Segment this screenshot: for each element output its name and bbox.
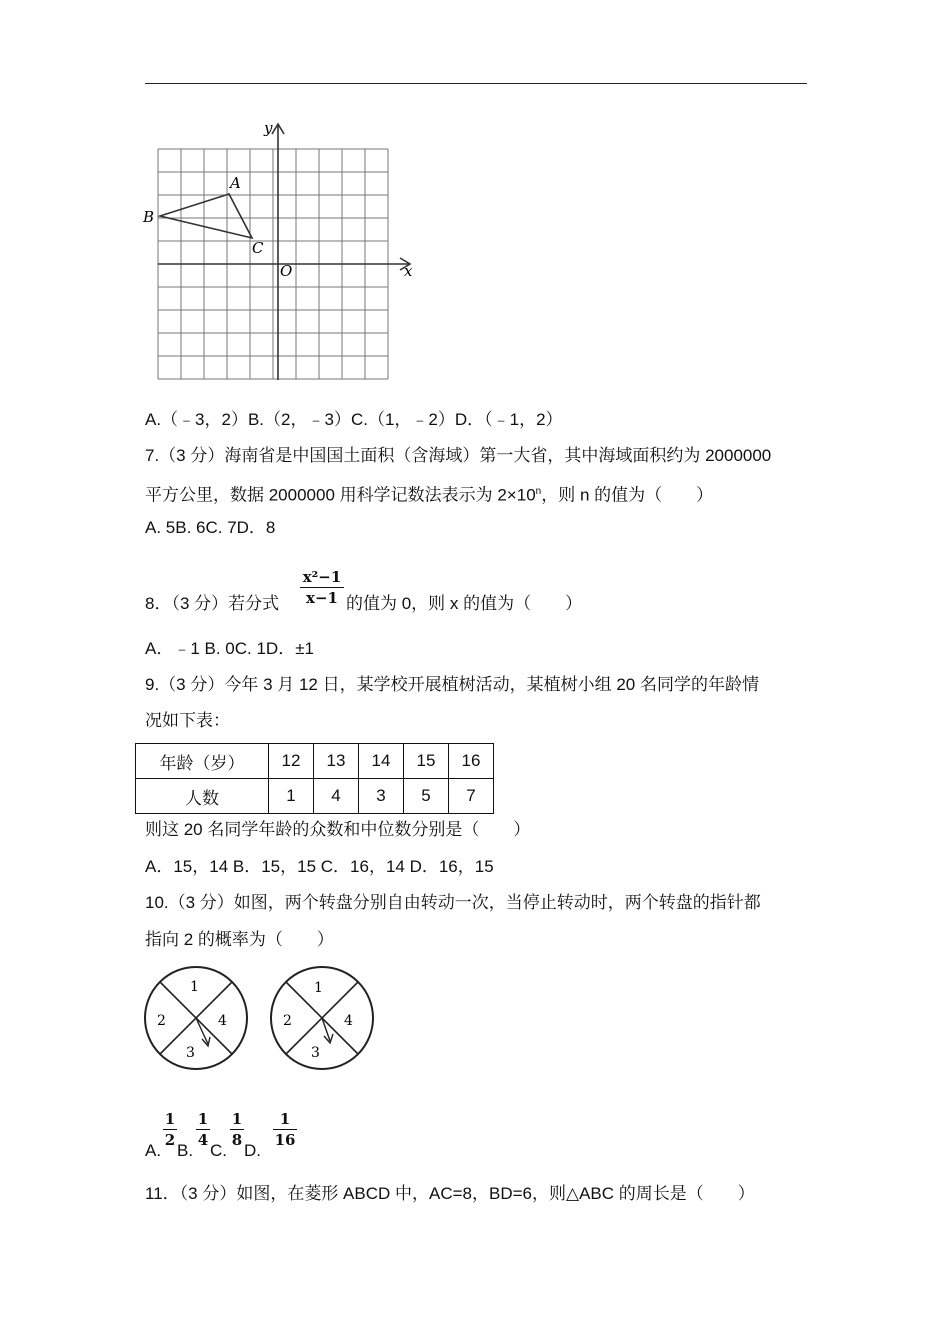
table-cell: 15 xyxy=(404,744,449,779)
table-cell: 12 xyxy=(269,744,314,779)
table-cell: 7 xyxy=(449,779,494,814)
fraction-denominator: 2 xyxy=(164,1131,176,1149)
q7-line2 xyxy=(145,481,713,507)
q8-frac-numerator: x²−1 xyxy=(302,568,342,586)
fraction-denominator: 4 xyxy=(197,1131,209,1149)
q8-prefix: 8．（3 分）若分式 xyxy=(145,594,280,613)
spinner-right-1: 1 xyxy=(314,980,323,996)
q10-option-b-label: B. xyxy=(177,1141,194,1160)
point-b-label: B xyxy=(143,208,155,226)
table-cell: 1 xyxy=(269,779,314,814)
q10-option-d-fraction xyxy=(273,1110,297,1149)
q9-line2: 况如下表： xyxy=(145,711,230,730)
triangle-abc xyxy=(160,194,252,238)
table-cell: 14 xyxy=(359,744,404,779)
q9-question: 则这 20 名同学年龄的众数和中位数分别是（ ） xyxy=(145,820,531,839)
table-cell: 4 xyxy=(314,779,359,814)
fraction-bar xyxy=(230,1129,244,1130)
q9-line1: 9.（3 分）今年 3 月 12 日，某学校开展植树活动，某植树小组 20 名同学的年龄情 xyxy=(145,675,759,694)
fraction-bar xyxy=(196,1129,210,1130)
x-axis-label: x xyxy=(404,262,413,280)
fraction-numerator: 1 xyxy=(197,1110,209,1128)
q6-options: A.（﹣3，2）B.（2，﹣3）C.（1，﹣2）D．（﹣1，2） xyxy=(145,410,563,429)
y-axis-label: y xyxy=(264,119,273,137)
age-table xyxy=(135,743,494,814)
fraction-bar xyxy=(273,1129,297,1130)
table-cell: 13 xyxy=(314,744,359,779)
q7-line1: 7.（3 分）海南省是中国国土面积（含海域）第一大省，其中海域面积约为 2000000 xyxy=(145,446,772,465)
q8-frac-denominator: x−1 xyxy=(306,589,338,607)
q7-options: A. 5B. 6C. 7D．8 xyxy=(145,518,276,537)
q8-suffix: 的值为 0，则 x 的值为（ ） xyxy=(346,594,583,613)
table-header-age: 年龄（岁） xyxy=(136,744,269,779)
table-cell: 3 xyxy=(359,779,404,814)
spinner-right-3: 3 xyxy=(311,1045,320,1061)
q8-options: A．﹣1 B. 0C. 1D．±1 xyxy=(145,639,314,658)
q7-line2-post: ，则 n 的值为（ ） xyxy=(541,485,714,505)
spinner-left xyxy=(142,963,252,1073)
spinner-left-1: 1 xyxy=(190,979,199,995)
table-header-count: 人数 xyxy=(136,779,269,814)
spinner-right-4: 4 xyxy=(344,1013,353,1029)
fraction-denominator: 8 xyxy=(231,1131,243,1149)
q10-option-b-fraction xyxy=(196,1110,210,1149)
point-c-label: C xyxy=(252,239,264,257)
axes xyxy=(158,124,410,380)
q9-options: A．15，14 B．15，15 C．16，14 D．16，15 xyxy=(145,857,494,876)
q10-option-a-label: A. xyxy=(145,1141,162,1160)
spinner-left-2: 2 xyxy=(157,1013,166,1029)
table-cell: 16 xyxy=(449,744,494,779)
spinner-left-4: 4 xyxy=(218,1013,227,1029)
table-cell: 5 xyxy=(404,779,449,814)
coordinate-grid-figure xyxy=(140,118,425,383)
point-a-label: A xyxy=(230,174,241,192)
spinner-left-3: 3 xyxy=(186,1045,195,1061)
q10-option-c-label: C. xyxy=(210,1141,227,1160)
q10-option-c-fraction xyxy=(230,1110,244,1149)
q7-line2-pre: 平方公里，数据 2000000 用科学记数法表示为 2×10 xyxy=(145,485,536,505)
q10-option-a-fraction xyxy=(163,1110,177,1149)
origin-label: O xyxy=(280,262,293,280)
table-row xyxy=(136,779,494,814)
fraction-numerator: 1 xyxy=(164,1110,176,1128)
fraction-bar xyxy=(163,1129,177,1130)
q8-fraction xyxy=(300,568,344,607)
spinner-right xyxy=(268,963,378,1073)
table-row xyxy=(136,744,494,779)
q10-line2: 指向 2 的概率为（ ） xyxy=(145,930,334,949)
q10-option-d-label: D. xyxy=(244,1141,261,1160)
fraction-numerator: 1 xyxy=(231,1110,243,1128)
q10-line1: 10.（3 分）如图，两个转盘分别自由转动一次，当停止转动时，两个转盘的指针都 xyxy=(145,893,761,912)
q8-frac-bar xyxy=(300,587,344,588)
q11-line: 11．（3 分）如图，在菱形 ABCD 中，AC=8，BD=6，则△ABC 的周长是（ ） xyxy=(145,1184,755,1203)
spinner-right-2: 2 xyxy=(283,1013,292,1029)
fraction-numerator: 1 xyxy=(279,1110,291,1128)
q7-exponent: n xyxy=(535,486,542,497)
header-rule xyxy=(145,83,807,84)
fraction-denominator: 16 xyxy=(274,1131,296,1149)
